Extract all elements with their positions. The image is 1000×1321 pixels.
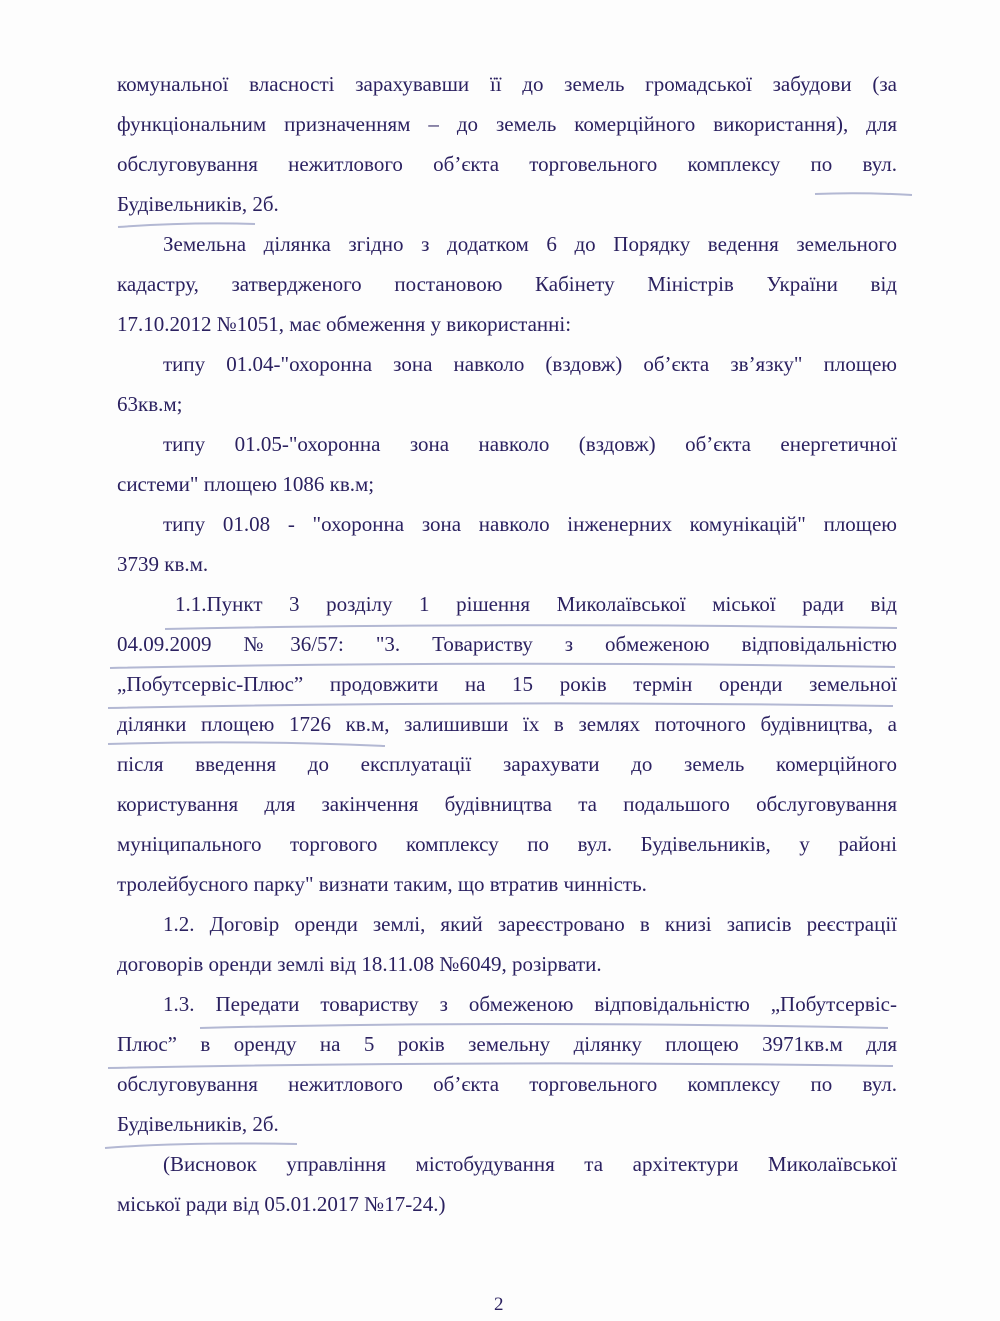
text-line: після введення до експлуатації зарахувати до земель комерційного	[117, 752, 897, 776]
text-line: 1.1.Пункт 3 розділу 1 рішення Миколаївської міської ради від	[175, 592, 897, 616]
pencil-underline	[110, 664, 895, 668]
text-line: Земельна ділянка згідно з додатком 6 до Порядку ведення земельного	[163, 232, 897, 256]
pencil-underline	[105, 1144, 297, 1149]
pencil-underline	[118, 223, 255, 227]
text-line: обслуговування нежитлового об’єкта торговельного комплексу по вул.	[117, 1072, 897, 1096]
text-line: користування для закінчення будівництва та подальшого обслуговування	[117, 792, 897, 816]
pencil-underline	[108, 742, 385, 746]
pencil-underline	[108, 703, 893, 708]
text-line: кадастру, затвердженого постановою Кабінету Міністрів України від	[117, 272, 897, 296]
text-line: 3739 кв.м.	[117, 552, 209, 576]
text-line: міської ради від 05.01.2017 №17-24.)	[117, 1192, 446, 1216]
text-line: Плюс” в оренду на 5 років земельну ділянку площею 3971кв.м для	[117, 1032, 897, 1056]
text-line: Будівельників, 2б.	[117, 192, 279, 216]
text-line: (Висновок управління містобудування та архітектури Миколаївської	[163, 1152, 897, 1176]
text-line: комунальної власності зарахувавши її до земель громадської забудови (за	[117, 72, 897, 96]
text-line: типу 01.05-"охоронна зона навколо (вздовж) об’єкта енергетичної	[163, 432, 897, 456]
text-line: 17.10.2012 №1051, має обмеження у використанні:	[117, 312, 572, 336]
text-line: обслуговування нежитлового об’єкта торговельного комплексу по вул.	[117, 152, 897, 176]
text-line: 1.3. Передати товариству з обмеженою відповідальністю „Побутсервіс-	[163, 992, 897, 1016]
text-line: 63кв.м;	[117, 392, 183, 416]
text-line: системи" площею 1086 кв.м;	[117, 472, 375, 496]
text-line: тролейбусного парку" визнати таким, що втратив чинність.	[117, 872, 647, 896]
text-line: ділянки площею 1726 кв.м, залишивши їх в землях поточного будівництва, а	[117, 712, 897, 736]
text-line: 1.2. Договір оренди землі, який зареєстровано в книзі записів реєстрації	[163, 912, 897, 936]
text-line: „Побутсервіс-Плюс” продовжити на 15 років термін оренди земельної	[117, 672, 897, 696]
pencil-underline	[108, 1063, 893, 1068]
pencil-underline	[200, 1024, 888, 1028]
text-line: типу 01.08 - "охоронна зона навколо інженерних комунікацій" площею	[163, 512, 897, 536]
text-line: договорів оренди землі від 18.11.08 №6049, розірвати.	[117, 952, 602, 976]
text-line: 04.09.2009 №36/57: "3. Товариству з обмеженою відповідальністю	[117, 632, 897, 656]
text-line: типу 01.04-"охоронна зона навколо (вздовж) об’єкта зв’язку" площею	[163, 352, 897, 376]
text-line: Будівельників, 2б.	[117, 1112, 279, 1136]
text-line: функціональним призначенням – до земель комерційного використання), для	[117, 112, 897, 136]
text-line: муніципального торгового комплексу по вул. Будівельників, у районі	[117, 832, 897, 856]
pencil-underline	[165, 625, 897, 629]
page-number: 2	[494, 1294, 504, 1315]
